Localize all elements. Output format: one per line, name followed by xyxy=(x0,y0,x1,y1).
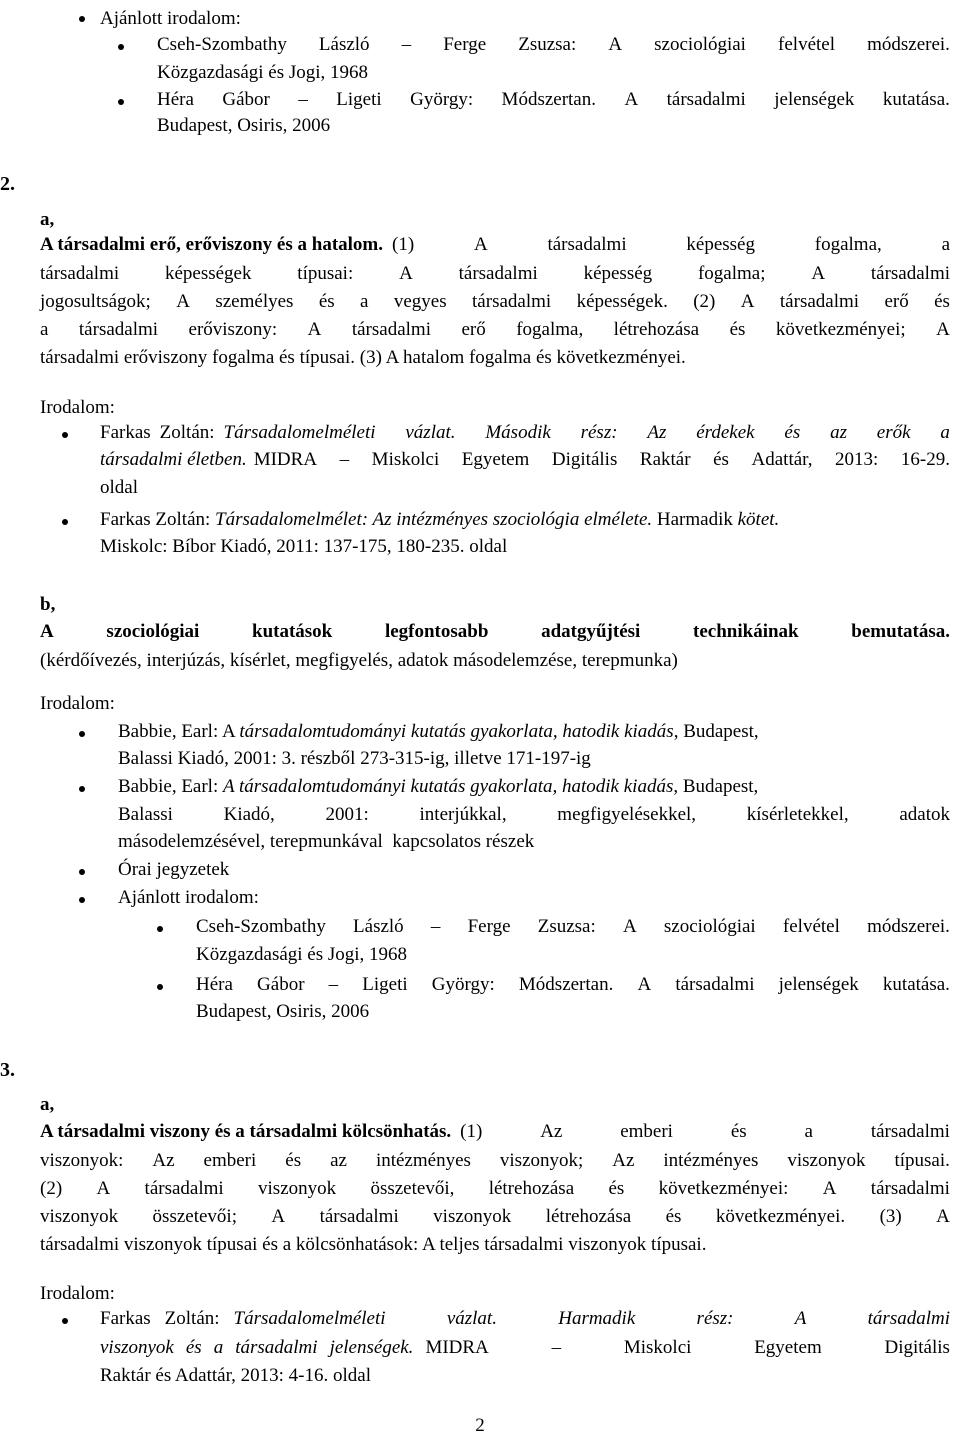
section-2a-line3 xyxy=(40,290,950,314)
section-2b-ref2-italic: A társadalomtudományi kutatás gyakorlata, hatodik kiadás xyxy=(223,776,674,797)
word: Miskolci xyxy=(371,449,440,470)
word: Ferge xyxy=(443,34,487,55)
page-number: 2 xyxy=(475,1415,485,1436)
word: Héra xyxy=(196,974,233,995)
section-2a-line4 xyxy=(40,318,950,342)
word: György: xyxy=(410,89,474,110)
section-2a-line5: társadalmi erőviszony fogalma és típusai. (3) A hatalom fogalma és következményei. xyxy=(40,347,686,368)
section-2b-sub1-line1 xyxy=(196,915,950,939)
word: Zoltán: xyxy=(164,1308,220,1329)
word: és xyxy=(665,1206,682,1227)
word: az xyxy=(830,422,847,443)
word: rész: xyxy=(580,422,618,443)
word: Cseh-Szombathy xyxy=(157,34,287,55)
section-2b-sub2-line2: Budapest, Osiris, 2006 xyxy=(196,1001,370,1022)
recommended-heading: Ajánlott irodalom: xyxy=(100,8,241,29)
section-2a-literature-heading: Irodalom: xyxy=(40,397,115,418)
section-3a-line3 xyxy=(40,1177,950,1201)
word: szociológiai xyxy=(663,916,756,937)
word: vegyes xyxy=(393,291,447,312)
section-3a-ref1-line3: Raktár és Adattár, 2013: 4-16. oldal xyxy=(100,1365,371,1386)
word: Egyetem xyxy=(754,1337,822,1358)
word: a xyxy=(940,422,950,443)
section-2a-title: A társadalmi erő, erőviszony és a hatalom. xyxy=(40,234,384,255)
word: Ligeti xyxy=(336,89,382,110)
bullet xyxy=(62,1318,68,1324)
word: intézményes xyxy=(375,1150,471,1171)
word: képességek. xyxy=(576,291,668,312)
word: viszonyok xyxy=(40,1206,119,1227)
word: – xyxy=(298,89,308,110)
section-2b-ref1-line1 xyxy=(118,720,950,744)
word: társadalmi xyxy=(472,291,552,312)
word: Miskolci xyxy=(623,1337,692,1358)
section-2b-sub2-line1 xyxy=(196,973,950,997)
word: Gábor xyxy=(257,974,305,995)
word: társadalmi xyxy=(458,263,538,284)
word: MIDRA xyxy=(253,449,318,470)
word: vázlat. xyxy=(405,422,456,443)
word: adatgyűjtési xyxy=(541,621,641,642)
word: módszerei. xyxy=(867,34,950,55)
word: Módszertan. xyxy=(518,974,614,995)
word: és xyxy=(784,422,801,443)
bullet xyxy=(62,519,68,525)
section-2a-ref2-italic2: kötet. xyxy=(737,509,780,530)
word: erő xyxy=(461,319,486,340)
section-2b-subtitle: (kérdőívezés, interjúzás, kísérlet, megfigyelés, adatok másodelemzése, terepmunka) xyxy=(40,650,678,671)
word: a xyxy=(941,234,950,255)
word: viszonyok; xyxy=(499,1150,584,1171)
word: MIDRA xyxy=(425,1337,489,1358)
word: fogalma, xyxy=(516,319,584,340)
section-2b-marker: b, xyxy=(40,594,56,615)
word: Az xyxy=(540,1121,563,1142)
word: megfigyelésekkel, xyxy=(557,804,697,825)
section-2a-line2 xyxy=(40,262,950,286)
word: viszonyok xyxy=(100,1337,174,1358)
word: (1) xyxy=(392,234,415,255)
word: létrehozása xyxy=(488,1178,575,1199)
word: technikáinak xyxy=(693,621,799,642)
word: társadalmi xyxy=(235,1337,318,1358)
word: interjúkkal, xyxy=(419,804,507,825)
section-2-number: 2. xyxy=(0,173,15,195)
word: jogosultságok; xyxy=(40,291,151,312)
word: A xyxy=(936,319,950,340)
word: társadalmi xyxy=(870,1178,950,1199)
bullet xyxy=(79,731,85,737)
section-2b-ref1-plain: Babbie, Earl: A xyxy=(118,721,240,742)
section-2a-ref2-line2: Miskolc: Bíbor Kiadó, 2011: 137-175, 180-235. oldal xyxy=(100,536,508,557)
word: (3) xyxy=(879,1206,902,1227)
word: Az xyxy=(647,422,667,443)
word: társadalmi xyxy=(675,974,755,995)
word: A xyxy=(740,291,755,312)
section-2b-ref1-rest: , Budapest, xyxy=(673,721,759,742)
bullet xyxy=(118,99,124,105)
word: társadalmi xyxy=(144,1178,224,1199)
section-3a-marker: a, xyxy=(40,1094,55,1115)
word: kísérletekkel, xyxy=(746,804,849,825)
word: erőviszony: xyxy=(188,319,278,340)
word: A xyxy=(637,974,652,995)
section-3a-line5: társadalmi viszonyok típusai és a kölcsönhatások: A teljes társadalmi viszonyok típusai. xyxy=(40,1234,707,1255)
word: és xyxy=(713,449,729,470)
word: a xyxy=(804,1121,813,1142)
word: szociológiai xyxy=(106,621,200,642)
word: – xyxy=(551,1337,562,1358)
word: A xyxy=(811,263,826,284)
section-3a-line2 xyxy=(40,1149,950,1173)
word: A xyxy=(622,916,637,937)
word: társadalmi xyxy=(870,263,950,284)
word: György: xyxy=(431,974,495,995)
word: kutatások xyxy=(252,621,333,642)
word: – xyxy=(430,916,441,937)
word: társadalmi xyxy=(319,1206,399,1227)
top-ref1-line2: Közgazdasági és Jogi, 1968 xyxy=(157,62,369,83)
word: emberi xyxy=(203,1150,257,1171)
section-2a-ref1-line2 xyxy=(100,448,950,472)
word: Az xyxy=(612,1150,635,1171)
word: Cseh-Szombathy xyxy=(196,916,326,937)
word: következményei; xyxy=(775,319,906,340)
word: képességek xyxy=(164,263,252,284)
bullet xyxy=(79,16,85,22)
word: és xyxy=(729,319,746,340)
word: felvétel xyxy=(778,34,836,55)
word: A xyxy=(96,1178,111,1199)
top-ref2-line1 xyxy=(157,88,950,112)
section-2b-ref2-line1 xyxy=(118,775,950,799)
word: társadalmi xyxy=(547,234,627,255)
word: képesség xyxy=(583,263,653,284)
word: adatok xyxy=(899,804,950,825)
section-2b-ref1-line2: Balassi Kiadó, 2001: 3. részből 273-315-ig, illetve 171-197-ig xyxy=(118,748,591,769)
section-3a-ref1-l2-italic xyxy=(100,1336,413,1360)
word: A xyxy=(271,1206,286,1227)
section-2b-title xyxy=(40,620,950,644)
section-3a-ref1-plain xyxy=(100,1307,220,1331)
word: az xyxy=(330,1150,347,1171)
word: intézményes xyxy=(663,1150,759,1171)
section-2b-ref2-plain: Babbie, Earl: xyxy=(118,776,223,797)
section-3a-ref1-line2 xyxy=(100,1336,950,1360)
bullet xyxy=(157,984,163,990)
section-2a-ref2-plain: Farkas Zoltán: xyxy=(100,509,216,530)
word: Társadalomelméleti xyxy=(223,422,376,443)
word: legfontosabb xyxy=(384,621,489,642)
word: társadalmi xyxy=(867,1308,950,1329)
word: (2) xyxy=(40,1178,63,1199)
word: Digitális xyxy=(551,449,618,470)
word: 2013: xyxy=(835,449,879,470)
section-2a-ref1-plain xyxy=(100,421,215,445)
word: A xyxy=(794,1308,807,1329)
top-ref1-line1 xyxy=(157,33,950,57)
bullet xyxy=(62,432,68,438)
word: társadalmi xyxy=(870,1121,950,1142)
bullet xyxy=(157,926,163,932)
section-2b-ref2-line2 xyxy=(118,803,950,827)
word: A xyxy=(936,1206,950,1227)
word: László xyxy=(353,916,404,937)
word: 2001: xyxy=(325,804,369,825)
word: viszonyok xyxy=(787,1150,866,1171)
word: Ferge xyxy=(467,916,511,937)
word: vázlat. xyxy=(446,1308,497,1329)
word: a xyxy=(213,1337,224,1358)
section-2a-ref2-italic: Társadalomelmélet: Az intézményes szociológia elmélete. xyxy=(215,509,653,530)
word: a xyxy=(40,319,49,340)
word: A xyxy=(399,263,413,284)
word: Társadalomelméleti xyxy=(233,1308,386,1329)
word: erő xyxy=(884,291,909,312)
section-3a-literature-heading: Irodalom: xyxy=(40,1283,115,1304)
word: (2) xyxy=(693,291,716,312)
word: a xyxy=(360,291,369,312)
word: felvétel xyxy=(782,916,840,937)
word: és xyxy=(318,291,335,312)
word: és xyxy=(730,1121,747,1142)
bullet xyxy=(79,869,85,875)
section-2b-ref1-italic: társadalomtudományi kutatás gyakorlata, hatodik kiadás xyxy=(239,721,674,742)
word: László xyxy=(318,34,370,55)
section-2a-ref1-line3: oldal xyxy=(100,477,138,498)
section-2a-ref1-l2-italic: társadalmi életben. xyxy=(100,449,247,470)
word: jelenségek. xyxy=(329,1337,414,1358)
word: viszonyok xyxy=(258,1178,337,1199)
section-2b-literature-heading: Irodalom: xyxy=(40,693,115,714)
word: típusai: xyxy=(297,263,354,284)
word: A xyxy=(176,291,190,312)
word: – xyxy=(339,449,350,470)
section-3a-ref1-italic xyxy=(234,1307,950,1331)
word: társadalmi xyxy=(666,89,746,110)
word: A xyxy=(608,34,623,55)
word: emberi xyxy=(620,1121,673,1142)
word: Zsuzsa: xyxy=(518,34,577,55)
word: személyes xyxy=(215,291,294,312)
word: fogalma; xyxy=(697,263,766,284)
word: és xyxy=(185,1337,202,1358)
word: képesség xyxy=(686,234,755,255)
section-3a-line1-rest xyxy=(460,1120,950,1144)
section-2a-marker: a, xyxy=(40,209,55,230)
word: fogalma, xyxy=(814,234,882,255)
bullet xyxy=(118,44,124,50)
word: Gábor xyxy=(222,89,270,110)
word: következményei: xyxy=(658,1178,789,1199)
word: jelenségek xyxy=(778,974,859,995)
word: erők xyxy=(876,422,911,443)
section-2b-ref2-line3: másodelemzésével, terepmunkával kapcsolatos részek xyxy=(118,831,535,852)
word: rész: xyxy=(696,1308,734,1329)
word: Harmadik xyxy=(558,1308,636,1329)
word: A xyxy=(822,1178,837,1199)
word: érdekek xyxy=(696,422,755,443)
word: kutatása. xyxy=(882,974,950,995)
word: A xyxy=(307,319,322,340)
section-2a-ref1-line1 xyxy=(100,421,950,445)
word: Ligeti xyxy=(362,974,408,995)
word: viszonyok: xyxy=(40,1150,124,1171)
word: Módszertan. xyxy=(501,89,596,110)
word: Digitális xyxy=(884,1337,950,1358)
word: Héra xyxy=(157,89,194,110)
word: társadalmi xyxy=(40,263,120,284)
section-3a-ref1-line1 xyxy=(100,1307,950,1331)
word: A xyxy=(624,89,639,110)
section-2a-ref1-l2-rest xyxy=(254,448,950,472)
word: Zsuzsa: xyxy=(537,916,596,937)
word: módszerei. xyxy=(867,916,950,937)
word: és xyxy=(608,1178,625,1199)
word: típusai. xyxy=(894,1150,950,1171)
section-2a-ref1-italic xyxy=(224,421,950,445)
bullet xyxy=(79,786,85,792)
word: létrehozása xyxy=(545,1206,632,1227)
word: Balassi xyxy=(118,804,173,825)
word: Második xyxy=(485,422,551,443)
word: Farkas xyxy=(100,422,151,443)
top-ref2-line2: Budapest, Osiris, 2006 xyxy=(157,115,331,136)
word: Egyetem xyxy=(461,449,530,470)
word: összetevői; xyxy=(152,1206,237,1227)
word: összetevői, xyxy=(370,1178,455,1199)
section-2a-line1-rest xyxy=(392,233,950,257)
section-3a-title-line xyxy=(40,1120,950,1144)
word: társadalmi xyxy=(779,291,860,312)
word: A xyxy=(40,621,54,642)
section-2b-class-notes: Órai jegyzetek xyxy=(118,859,230,880)
section-3a-title: A társadalmi viszony és a társadalmi kölcsönhatás. xyxy=(40,1121,452,1142)
section-2b-ref2-rest: , Budapest, xyxy=(673,776,759,797)
word: – xyxy=(328,974,339,995)
section-3a-line4 xyxy=(40,1205,950,1229)
word: létrehozása xyxy=(613,319,700,340)
word: társadalmi xyxy=(351,319,431,340)
word: Az xyxy=(152,1150,175,1171)
word: kutatása. xyxy=(882,89,950,110)
word: A xyxy=(473,234,488,255)
section-3-number: 3. xyxy=(0,1059,15,1081)
word: Adattár, xyxy=(751,449,813,470)
word: jelenségek xyxy=(774,89,855,110)
word: 16-29. xyxy=(900,449,950,470)
word: társadalmi xyxy=(78,319,159,340)
word: – xyxy=(401,34,412,55)
section-2a-ref2-line1 xyxy=(100,508,779,532)
word: és xyxy=(285,1150,302,1171)
section-3a-ref1-l2-rest xyxy=(425,1336,950,1360)
section-2a-title-line xyxy=(40,233,950,257)
word: Zoltán: xyxy=(159,422,215,443)
word: és xyxy=(934,291,950,312)
word: Farkas xyxy=(100,1308,151,1329)
word: szociológiai xyxy=(654,34,746,55)
word: viszonyok xyxy=(433,1206,512,1227)
word: Kiadó, xyxy=(223,804,275,825)
section-2b-sub1-line2: Közgazdasági és Jogi, 1968 xyxy=(196,944,408,965)
section-2b-recommended-heading: Ajánlott irodalom: xyxy=(118,887,259,908)
word: következményei. xyxy=(715,1206,846,1227)
word: Raktár xyxy=(639,449,691,470)
bullet xyxy=(79,897,85,903)
word: bemutatása. xyxy=(851,621,950,642)
word: (1) xyxy=(460,1121,483,1142)
section-2a-ref2-mid: Harmadik xyxy=(652,509,738,530)
